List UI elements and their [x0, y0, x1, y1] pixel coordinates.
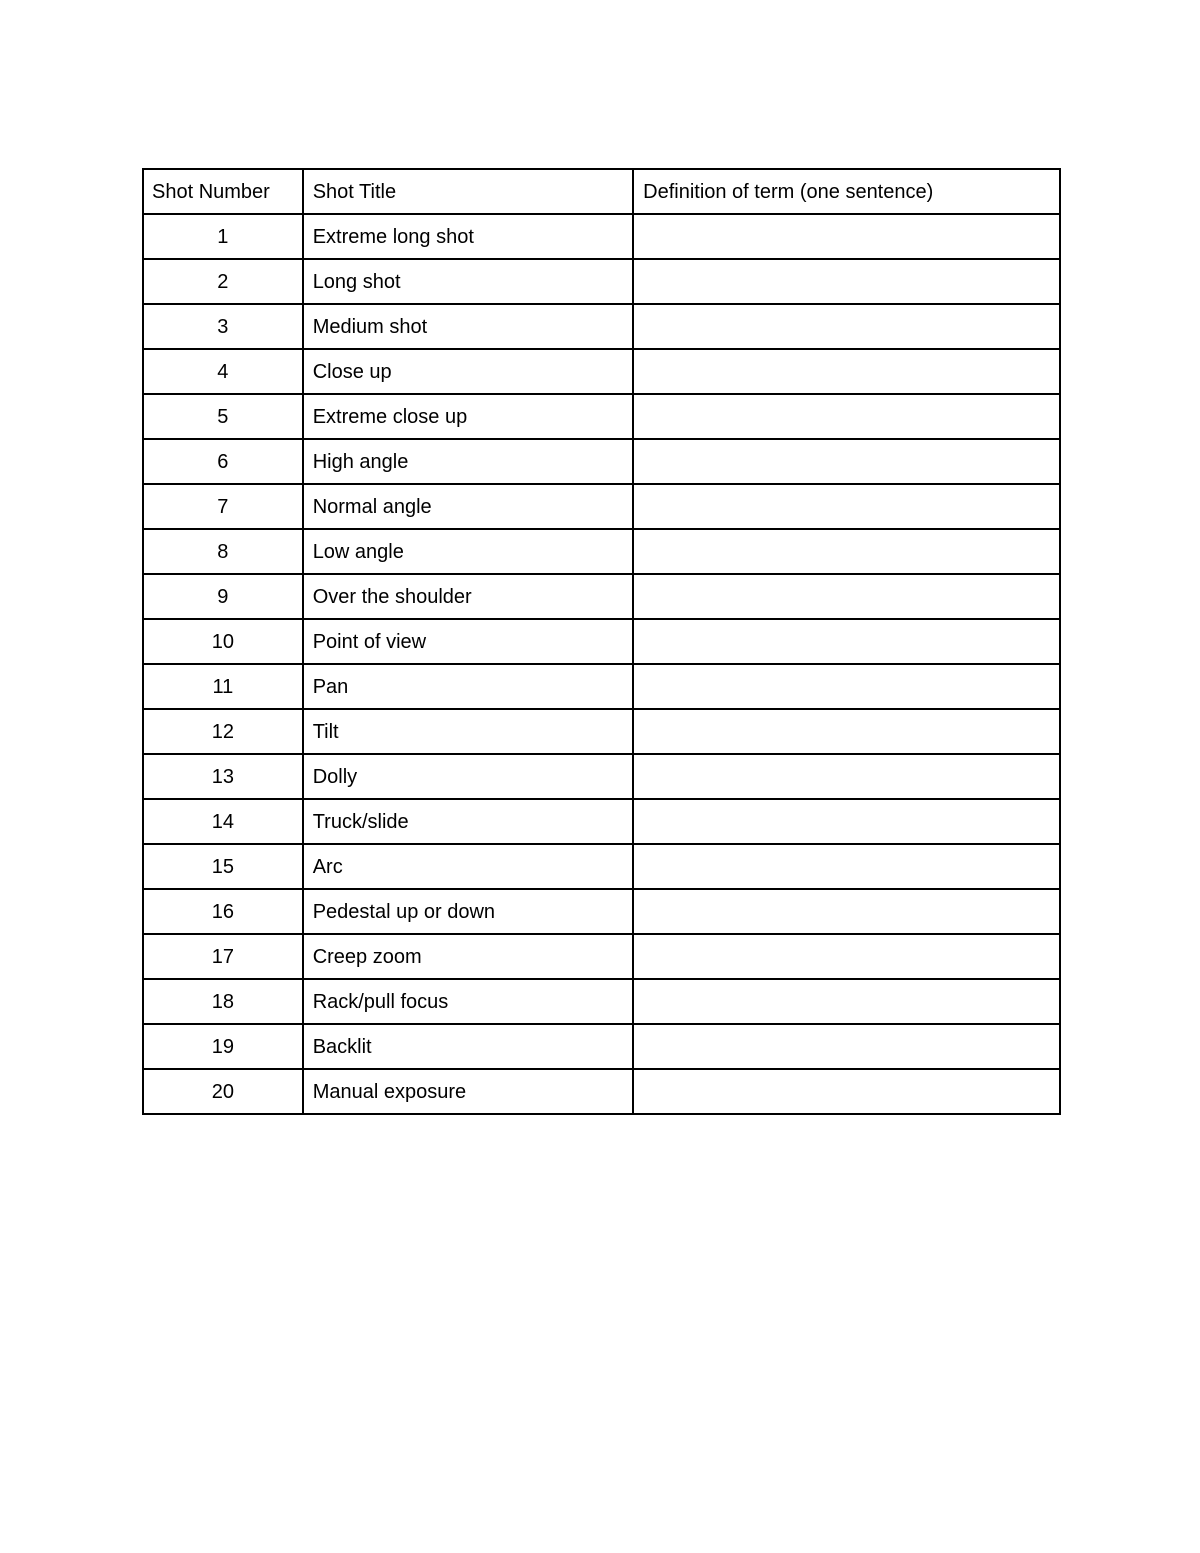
table-row	[143, 1069, 1060, 1114]
table-row	[143, 304, 1060, 349]
shot-number-cell: 11	[143, 664, 303, 709]
definition-cell[interactable]	[633, 754, 1060, 799]
shot-title-cell: Dolly	[303, 754, 633, 799]
definition-cell[interactable]	[633, 304, 1060, 349]
header-definition: Definition of term (one sentence)	[633, 169, 1060, 214]
shot-number-cell: 10	[143, 619, 303, 664]
definition-cell[interactable]	[633, 574, 1060, 619]
shot-number-cell: 8	[143, 529, 303, 574]
shot-number-cell: 14	[143, 799, 303, 844]
definition-cell[interactable]	[633, 619, 1060, 664]
definition-cell[interactable]	[633, 934, 1060, 979]
shot-title-cell: Arc	[303, 844, 633, 889]
shot-title-cell: High angle	[303, 439, 633, 484]
shot-title-cell: Pan	[303, 664, 633, 709]
table-row	[143, 349, 1060, 394]
table-row	[143, 574, 1060, 619]
table-row	[143, 934, 1060, 979]
shot-title-cell: Truck/slide	[303, 799, 633, 844]
shot-title-cell: Tilt	[303, 709, 633, 754]
definition-cell[interactable]	[633, 799, 1060, 844]
table-row	[143, 394, 1060, 439]
shot-number-cell: 13	[143, 754, 303, 799]
shot-title-cell: Rack/pull focus	[303, 979, 633, 1024]
header-shot-title: Shot Title	[303, 169, 633, 214]
table-row	[143, 664, 1060, 709]
shot-title-cell: Low angle	[303, 529, 633, 574]
table-row	[143, 214, 1060, 259]
definition-cell[interactable]	[633, 664, 1060, 709]
shot-title-cell: Medium shot	[303, 304, 633, 349]
shot-title-cell: Backlit	[303, 1024, 633, 1069]
shot-title-cell: Close up	[303, 349, 633, 394]
shot-number-cell: 9	[143, 574, 303, 619]
shot-number-cell: 15	[143, 844, 303, 889]
table-row	[143, 259, 1060, 304]
shot-number-cell: 7	[143, 484, 303, 529]
definition-cell[interactable]	[633, 214, 1060, 259]
shot-title-cell: Over the shoulder	[303, 574, 633, 619]
shot-number-cell: 1	[143, 214, 303, 259]
table-row	[143, 709, 1060, 754]
shot-number-cell: 18	[143, 979, 303, 1024]
table-row	[143, 619, 1060, 664]
shot-number-cell: 4	[143, 349, 303, 394]
table-row	[143, 799, 1060, 844]
shot-number-cell: 20	[143, 1069, 303, 1114]
shot-title-cell: Manual exposure	[303, 1069, 633, 1114]
shot-title-cell: Point of view	[303, 619, 633, 664]
header-shot-number: Shot Number	[143, 169, 303, 214]
shot-title-cell: Extreme long shot	[303, 214, 633, 259]
table-row	[143, 754, 1060, 799]
definition-cell[interactable]	[633, 709, 1060, 754]
table-row	[143, 889, 1060, 934]
shot-number-cell: 12	[143, 709, 303, 754]
shot-title-cell: Normal angle	[303, 484, 633, 529]
shot-title-cell: Pedestal up or down	[303, 889, 633, 934]
shot-title-cell: Extreme close up	[303, 394, 633, 439]
table-row	[143, 529, 1060, 574]
shot-number-cell: 3	[143, 304, 303, 349]
definition-cell[interactable]	[633, 979, 1060, 1024]
table-row	[143, 844, 1060, 889]
table-row	[143, 1024, 1060, 1069]
table-body	[143, 214, 1060, 1114]
definition-cell[interactable]	[633, 1024, 1060, 1069]
shot-title-cell: Creep zoom	[303, 934, 633, 979]
table-header-row	[143, 169, 1060, 214]
definition-cell[interactable]	[633, 484, 1060, 529]
definition-cell[interactable]	[633, 529, 1060, 574]
shot-number-cell: 2	[143, 259, 303, 304]
definition-cell[interactable]	[633, 844, 1060, 889]
definition-cell[interactable]	[633, 349, 1060, 394]
table-row	[143, 484, 1060, 529]
definition-cell[interactable]	[633, 889, 1060, 934]
shot-number-cell: 16	[143, 889, 303, 934]
shot-number-cell: 19	[143, 1024, 303, 1069]
table-row	[143, 979, 1060, 1024]
shot-number-cell: 17	[143, 934, 303, 979]
definition-cell[interactable]	[633, 1069, 1060, 1114]
shot-number-cell: 6	[143, 439, 303, 484]
shot-number-cell: 5	[143, 394, 303, 439]
table-row	[143, 439, 1060, 484]
definition-cell[interactable]	[633, 259, 1060, 304]
definition-cell[interactable]	[633, 394, 1060, 439]
definition-cell[interactable]	[633, 439, 1060, 484]
shot-list-table	[142, 168, 1061, 1115]
shot-title-cell: Long shot	[303, 259, 633, 304]
